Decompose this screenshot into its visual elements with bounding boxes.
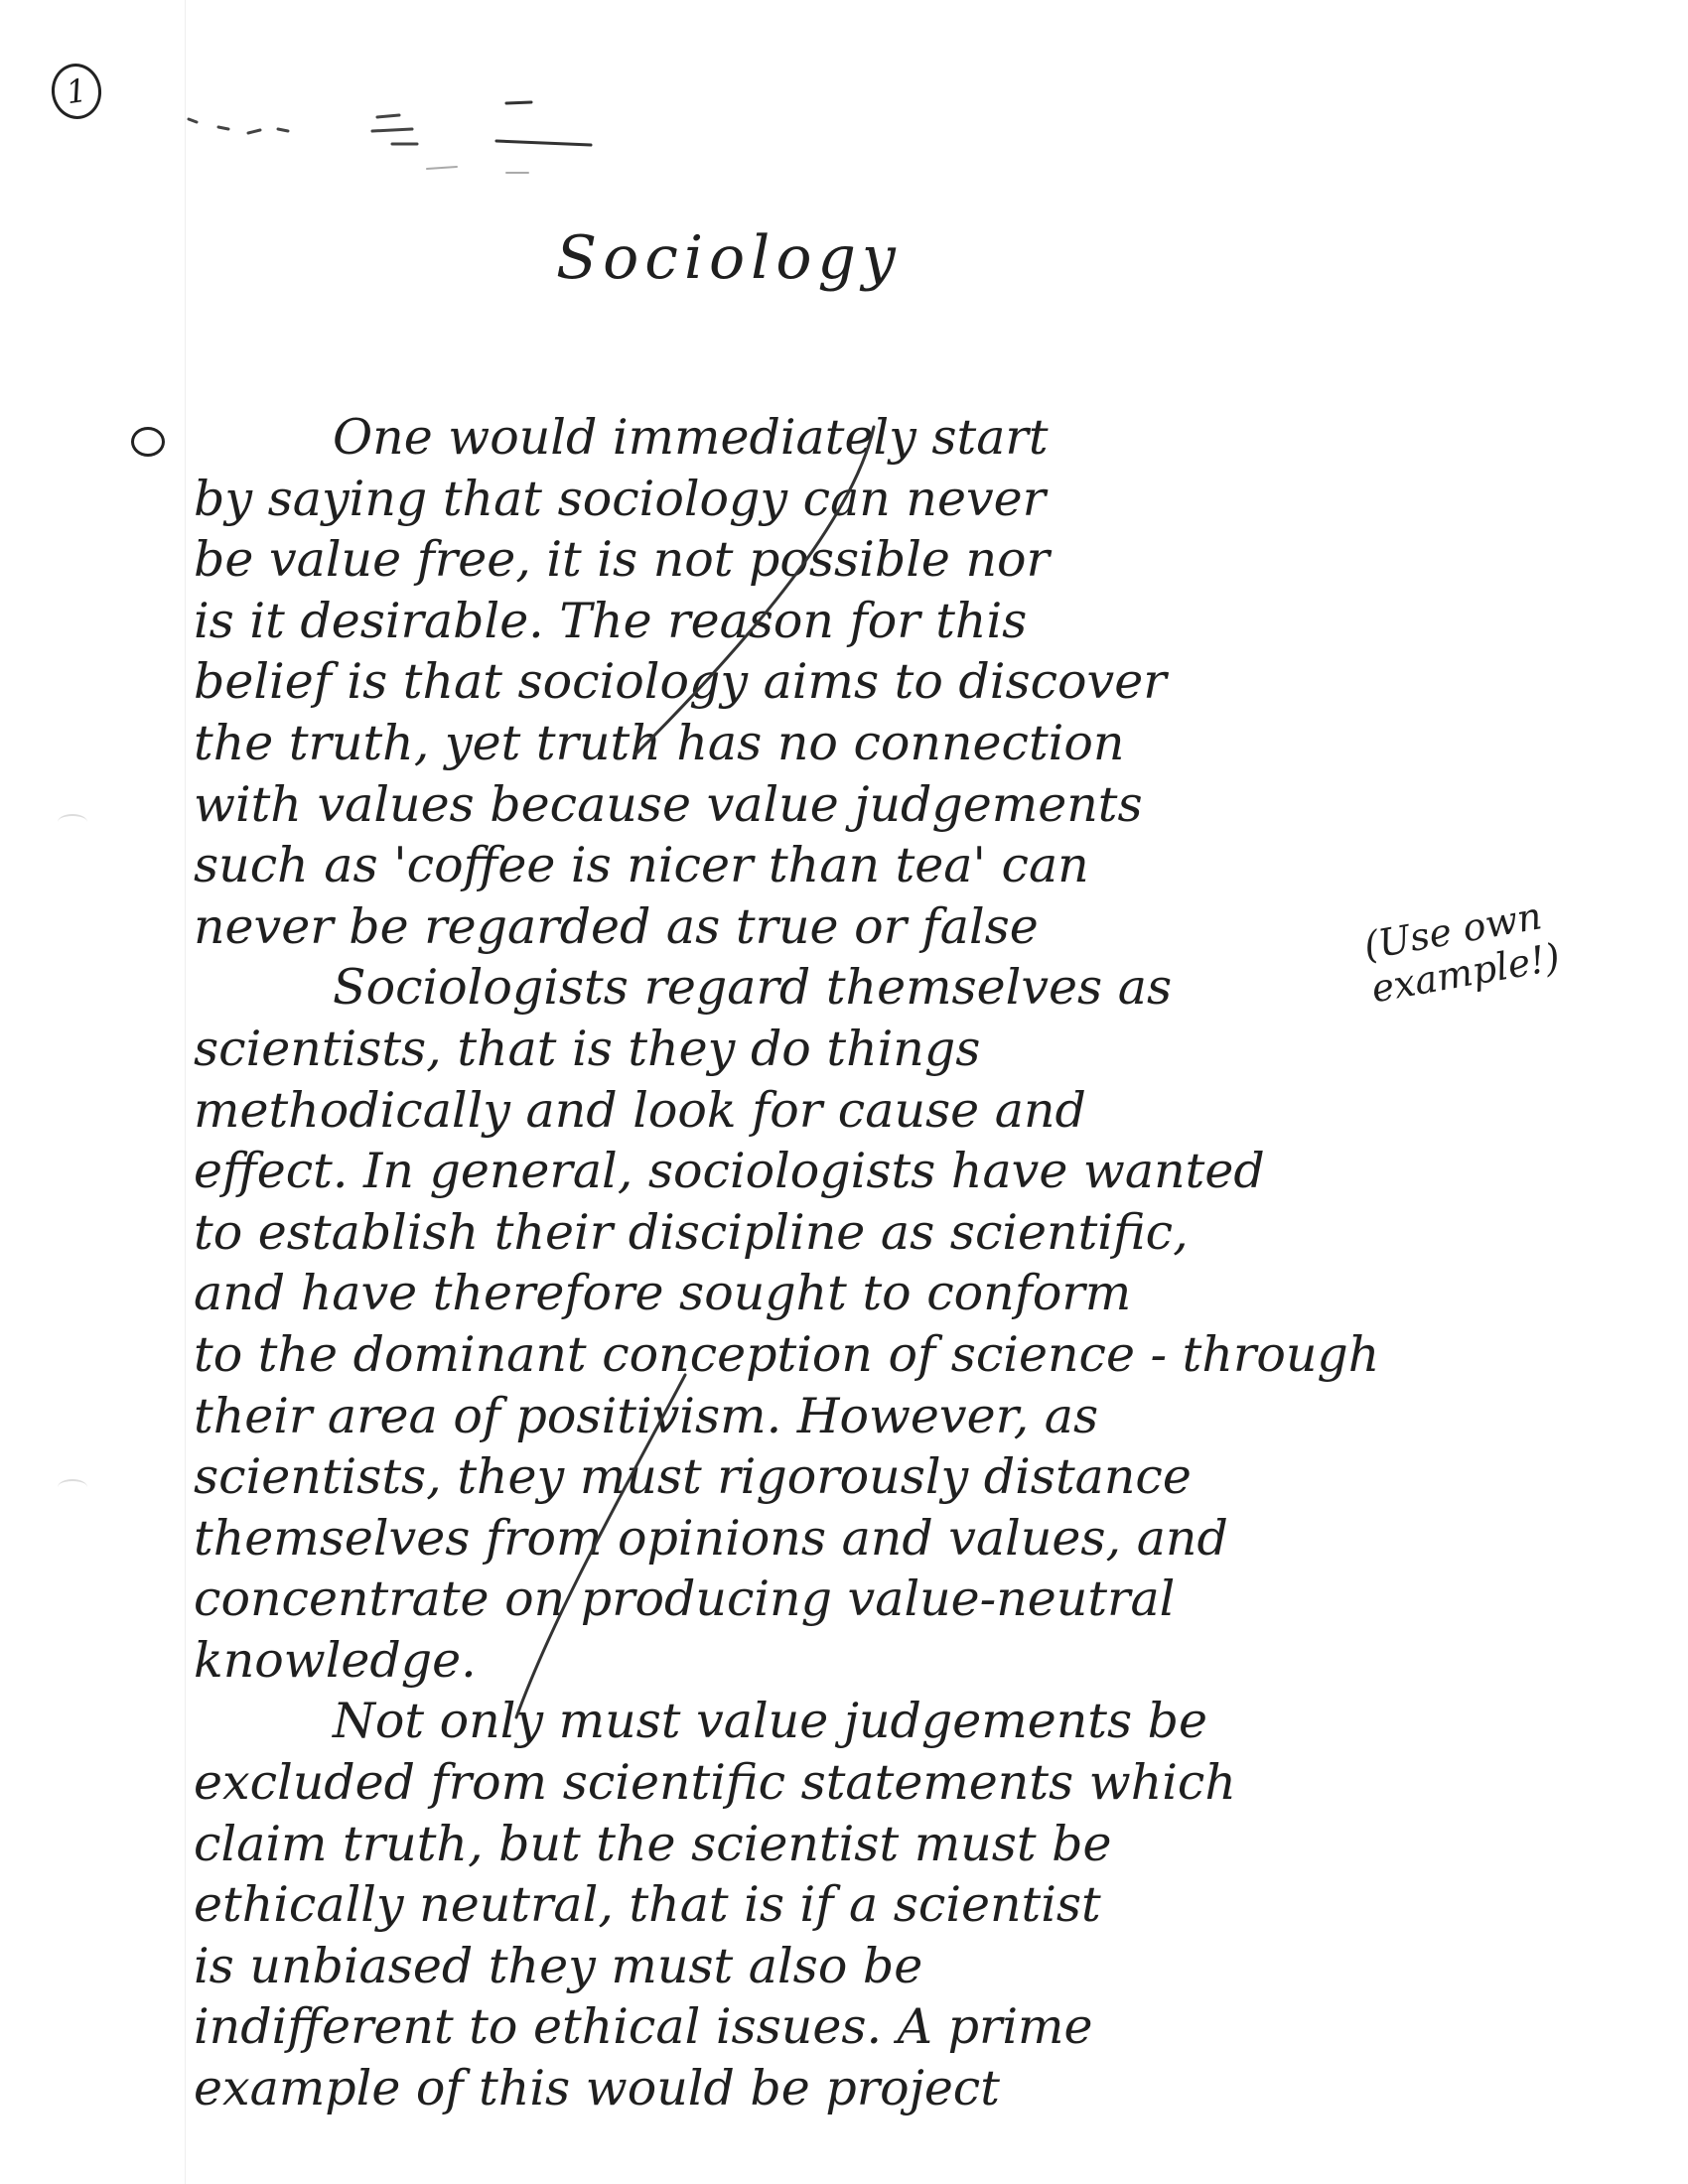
handwritten-line: concentrate on producing value-neutral bbox=[194, 1570, 1176, 1628]
handwritten-line: by saying that sociology can never bbox=[194, 470, 1047, 527]
handwritten-line: knowledge. bbox=[194, 1631, 477, 1689]
handwritten-line: belief is that sociology aims to discover bbox=[194, 653, 1167, 711]
page-number: 1 bbox=[48, 61, 104, 122]
handwritten-line: ethically neutral, that is if a scientist bbox=[194, 1876, 1101, 1934]
handwritten-line: their area of positivism. However, as bbox=[194, 1387, 1099, 1444]
handwritten-line: effect. In general, sociologists have wanted bbox=[194, 1143, 1265, 1200]
handwritten-line: scientists, that is they do things bbox=[194, 1020, 981, 1077]
punch-hole-mark bbox=[58, 1479, 87, 1495]
handwritten-line: to the dominant conception of science - through bbox=[194, 1325, 1380, 1383]
annotation-text: (Use own example!) bbox=[1360, 893, 1564, 1012]
handwritten-line: One would immediately start bbox=[333, 409, 1049, 466]
handwritten-line: is it desirable. The reason for this bbox=[194, 592, 1028, 649]
handwritten-line: to establish their discipline as scientific, bbox=[194, 1203, 1189, 1261]
handwritten-line: such as 'coffee is nicer than tea' can bbox=[194, 837, 1089, 894]
handwritten-line: never be regarded as true or false bbox=[194, 897, 1039, 955]
handwritten-line: themselves from opinions and values, and bbox=[194, 1509, 1228, 1567]
handwritten-line: methodically and look for cause and bbox=[194, 1081, 1086, 1139]
page-title: Sociology bbox=[556, 223, 902, 293]
margin-rule bbox=[185, 0, 186, 2184]
punch-hole-mark bbox=[58, 814, 87, 830]
handwritten-line: Sociologists regard themselves as bbox=[333, 959, 1173, 1017]
handwritten-line: excluded from scientific statements which bbox=[194, 1754, 1236, 1812]
handwritten-line: be value free, it is not possible nor bbox=[194, 531, 1050, 589]
margin-bullet-mark bbox=[131, 427, 165, 457]
handwritten-line: example of this would be project bbox=[194, 2060, 1000, 2117]
handwritten-line: claim truth, but the scientist must be bbox=[194, 1815, 1112, 1872]
handwritten-line: is unbiased they must also be bbox=[194, 1937, 923, 1994]
handwritten-line: Not only must value judgements be bbox=[333, 1693, 1208, 1750]
handwritten-line: the truth, yet truth has no connection bbox=[194, 714, 1125, 771]
handwritten-line: indifferent to ethical issues. A prime bbox=[194, 1998, 1093, 2056]
handwritten-line: with values because value judgements bbox=[194, 775, 1143, 833]
essay-body bbox=[194, 407, 1584, 2119]
scribble-marks bbox=[179, 89, 635, 179]
handwritten-line: and have therefore sought to conform bbox=[194, 1265, 1132, 1322]
handwritten-line: scientists, they must rigorously distance bbox=[194, 1448, 1192, 1506]
